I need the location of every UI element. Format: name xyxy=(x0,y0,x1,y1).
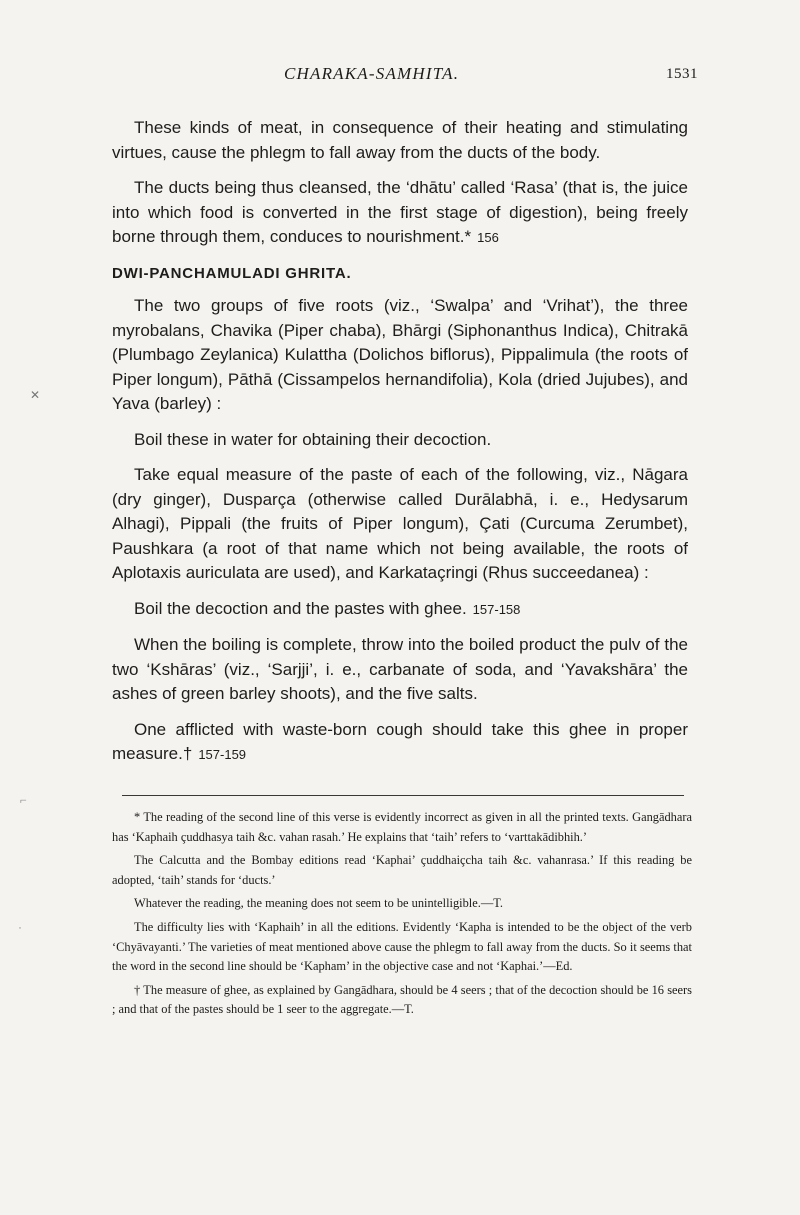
paragraph-text: Boil these in water for obtaining their decoction. xyxy=(134,429,492,449)
paragraph-text: The ducts being thus cleansed, the ‘dhātu’ called ‘Rasa’ (that is, the juice into which food is converted in the first stage of digestion), being freely borne through them, conduces to nourishment.* xyxy=(112,178,688,246)
paragraph xyxy=(112,597,688,623)
footnote-divider xyxy=(122,795,684,796)
margin-mark: ˙ xyxy=(18,924,22,938)
main-text xyxy=(112,116,688,779)
footnotes xyxy=(112,808,692,1024)
paragraph-text: Boil the decoction and the pastes with ghee. xyxy=(134,598,467,618)
paragraph xyxy=(112,294,688,417)
paragraph-text: These kinds of meat, in consequence of their heating and stimulating virtues, cause the phlegm to fall away from the ducts of the body. xyxy=(112,118,688,162)
running-head xyxy=(112,64,698,88)
paragraph xyxy=(112,633,688,707)
footnote: † The measure of ghee, as explained by Gangādhara, should be 4 seers ; that of the decoction should be 16 seers ; and that of the pastes should be 1 seer to the aggregate.—T. xyxy=(112,982,692,1017)
verse-reference: 156 xyxy=(477,230,499,245)
footnote: * The reading of the second line of this verse is evidently incorrect as given in all the printed texts. Gangādhara has ‘Kaphaih çuddhasya taih &c. vahan rasah.’ He explains that ‘taih’ refers to ‘varttakādibhih.’ xyxy=(112,810,692,844)
footnote: The Calcutta and the Bombay editions read ‘Kaphai’ çuddhaiçcha taih &c. vahanrasa.’ If this reading be adopted, ‘taih’ stands for ‘ducts.’ xyxy=(112,853,692,887)
verse-reference: 157-158 xyxy=(472,601,521,617)
paragraph-text: Take equal measure of the paste of each of the following, viz., Nāgara (dry ginger), Dusparça (otherwise called Durālabhā, i. e., Hedysarum Alhagi), Pippali (the fruits of Piper longum), Çati (Curcuma Zerumbet), Paushkara (a root of that name which not being available, the roots of Aplotaxis auriculata are used), and Karkataçringi (Rhus succeedanea) : xyxy=(112,465,688,582)
paragraph xyxy=(112,176,688,251)
section-heading: DWI-PANCHAMULADI GHRITA. xyxy=(112,264,352,282)
running-title: CHARAKA-SAMHITA. xyxy=(284,64,460,83)
margin-mark: ⌐ xyxy=(20,793,27,807)
footnote: The difficulty lies with ‘Kaphaih’ in all the editions. Evidently ‘Kapha is intended to be the object of the verb ‘Chyāvayanti.’ The varieties of meat mentioned above cause the phlegm to fall away from the ducts. So it seems that the word in the second line should be ‘Kapham’ in the objective case and not ‘Kaphai.’—Ed. xyxy=(112,919,692,974)
margin-mark: ✕ xyxy=(30,388,41,402)
page-number: 1531 xyxy=(666,66,698,82)
footnote: Whatever the reading, the meaning does not seem to be unintelligible.—T. xyxy=(134,896,503,911)
paragraph xyxy=(112,116,688,165)
paragraph-text: The two groups of five roots (viz., ‘Swalpa’ and ‘Vrihat’), the three myrobalans, Chavika (Piper chaba), Bhārgi (Siphonanthus Indica), Chitrakā (Plumbago Zeylanica) Kulattha (Dolichos biflorus), Pippalimula (the roots of Piper longum), Pāthā (Cissampelos hernandifolia), Kola (dried Jujubes), and Yava (barley) : xyxy=(112,296,688,413)
paragraph xyxy=(112,718,688,768)
paragraph-text: One afflicted with waste-born cough should take this ghee in proper measure.† xyxy=(112,719,688,763)
paragraph-text: When the boiling is complete, throw into the boiled product the pulv of the two ‘Kshāras’ (viz., ‘Sarjji’, i. e., carbanate of soda, and ‘Yavakshāra’ the ashes of green barley shoots), and the five salts. xyxy=(112,635,688,703)
paragraph xyxy=(112,428,688,453)
paragraph xyxy=(112,463,688,586)
verse-reference: 157-159 xyxy=(198,747,247,762)
